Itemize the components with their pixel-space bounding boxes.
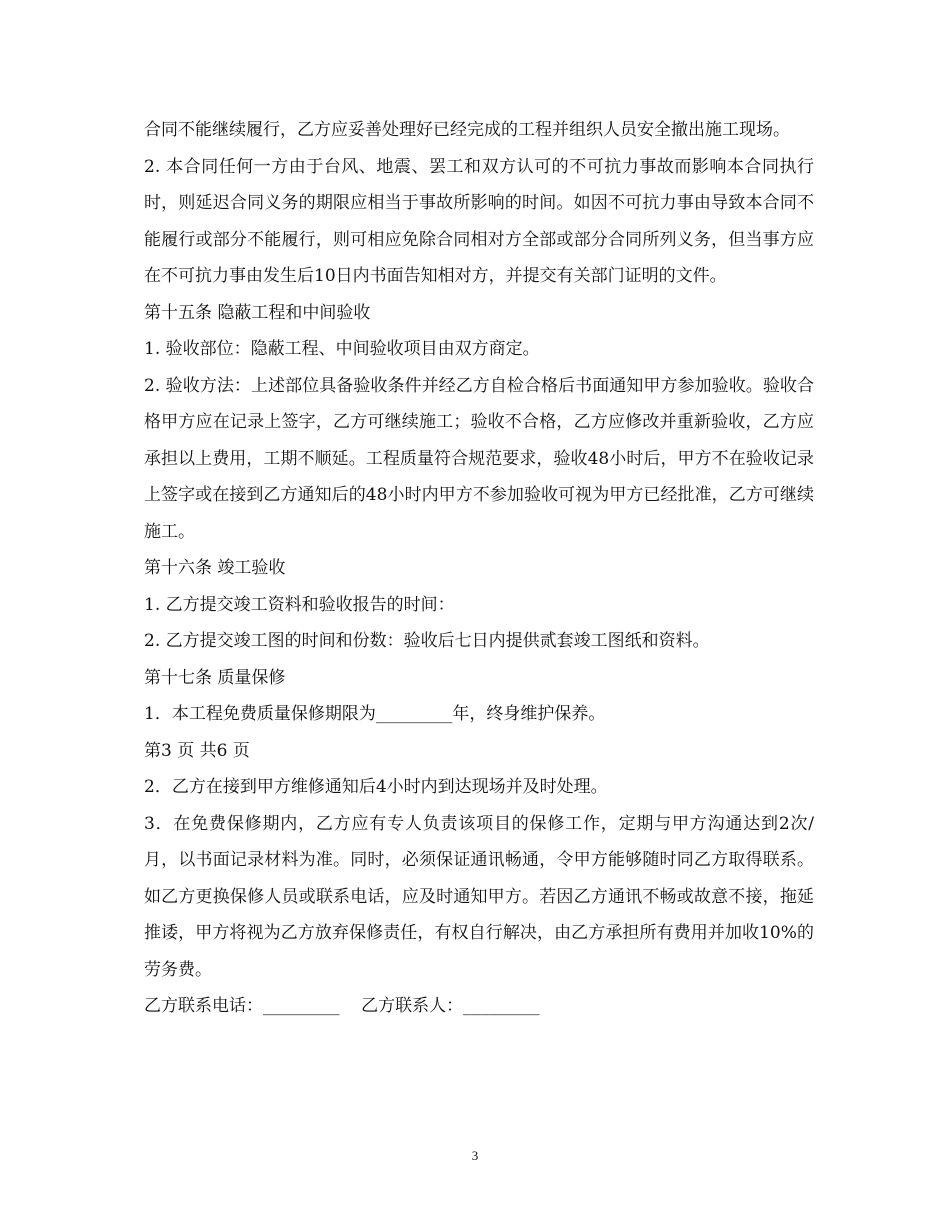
page-number: 3	[471, 1148, 479, 1163]
paragraph-completion-drawings: 2. 乙方提交竣工图的时间和份数：验收后七日内提供贰套竣工图纸和资料。	[144, 631, 710, 651]
paragraph-completion-docs: 1. 乙方提交竣工资料和验收报告的时间：	[144, 594, 455, 615]
page-counter-text: 第3 页 共6 页	[144, 740, 250, 761]
paragraph-continuation: 合同不能继续履行，乙方应妥善处理好已经完成的工程并组织人员安全撤出施工现场。	[144, 120, 790, 140]
paragraph-inspection-scope: 1. 验收部位：隐蔽工程、中间验收项目由双方商定。	[144, 339, 540, 359]
paragraph-warranty-staff: 3．在免费保修期内，乙方应有专人负责该项目的保修工作，定期与甲方沟通达到2次/月，以书面记录材料为准。同时，必须保证通讯畅通，令甲方能够随时同乙方取得联系。如乙方更换保修人员或联系电话，应及时通知甲方。若因乙方通讯不畅或故意不接，拖延推诿，甲方将视为乙方放弃保修责任，有权自行解决，由乙方承担所有费用并加收10%的劳务费。	[144, 813, 814, 980]
contact-phone: 乙方联系电话：_________	[144, 996, 340, 1016]
section-heading-16: 第十六条 竣工验收	[144, 558, 286, 578]
paragraph-warranty-period: 1．本工程免费质量保修期限为_________年，终身维护保养。	[144, 704, 606, 724]
contact-person: 乙方联系人：_________	[361, 996, 540, 1016]
section-heading-15: 第十五条 隐蔽工程和中间验收	[144, 302, 371, 323]
contact-line	[144, 988, 814, 1025]
document-body	[144, 112, 814, 1025]
paragraph-inspection-method: 2. 验收方法：上述部位具备验收条件并经乙方自检合格后书面通知甲方参加验收。验收合格甲方应在记录上签字，乙方可继续施工；验收不合格，乙方应修改并重新验收，乙方应承担以上费用，工期不顺延。工程质量符合规范要求，验收48小时后，甲方不在验收记录上签字或在接到乙方通知后的48小时内甲方不参加验收可视为甲方已经批准，乙方可继续施工。	[144, 375, 814, 542]
section-heading-17: 第十七条 质量保修	[144, 667, 286, 688]
paragraph-force-majeure: 2. 本合同任何一方由于台风、地震、罢工和双方认可的不可抗力事故而影响本合同执行时，则延迟合同义务的期限应相当于事故所影响的时间。如因不可抗力事由导致本合同不能履行或部分不能履行，则可相应免除合同相对方全部或部分合同所列义务，但当事方应在不可抗力事由发生后10日内书面告知相对方，并提交有关部门证明的文件。	[144, 156, 814, 286]
paragraph-repair-response: 2．乙方在接到甲方维修通知后4小时内到达现场并及时处理。	[144, 777, 608, 797]
